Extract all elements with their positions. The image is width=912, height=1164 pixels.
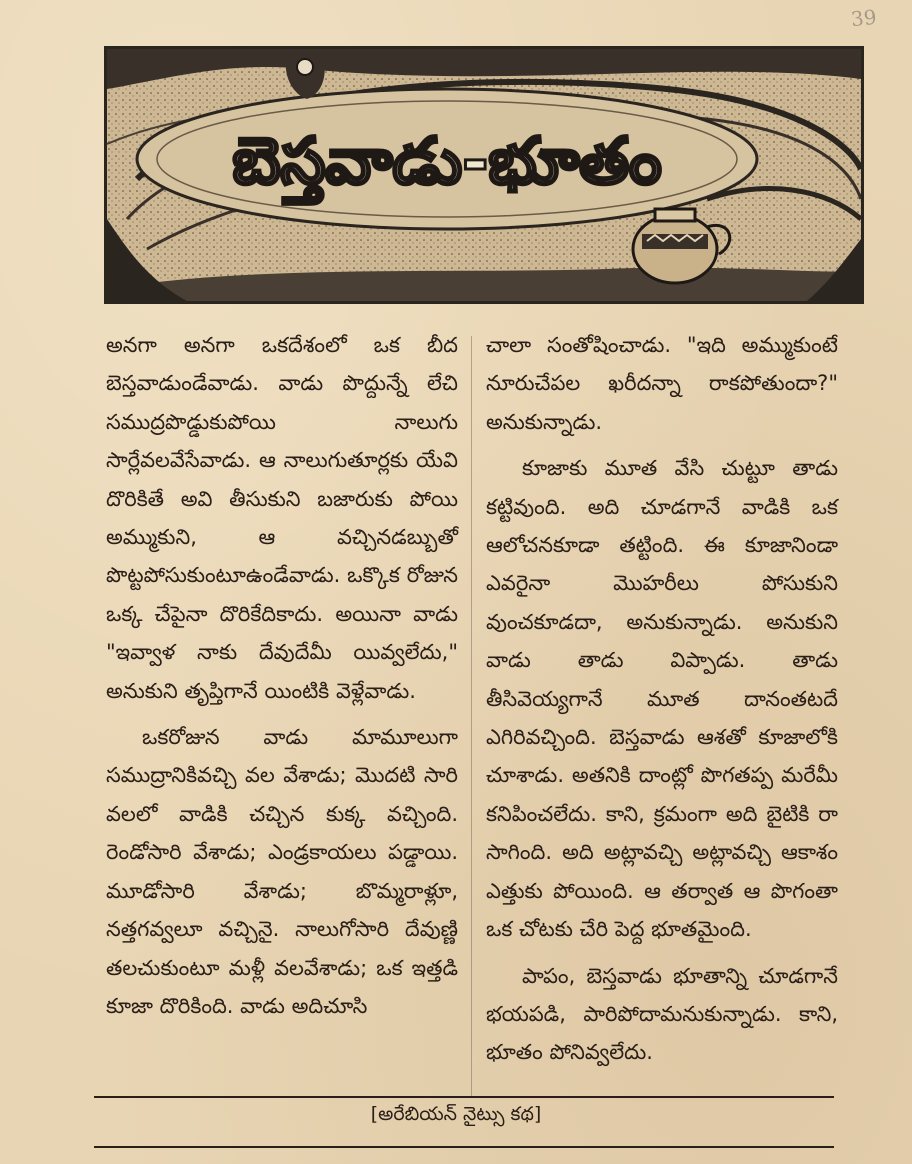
- genie-jar-illustration: [107, 49, 861, 301]
- right-paragraph-3: పాపం, బెస్తవాడు భూతాన్ని చూడగానే భయపడి, పారిపోదామనుకున్నాడు. కాని, భూతం పోనివ్వలేదు.: [486, 963, 838, 1065]
- left-paragraph-1: అనగా అనగా ఒకదేశంలో ఒక బీద బెస్తవాడుండేవాడు. వాడు పొద్దున్నే లేచి సముద్రపొడ్డుకుపోయి నాలుగు సార్లేవలవేసేవాడు. ఆ నాలుగుతూర్లకు యేవి దొరికితే అవి తీసుకుని బజారుకు పోయి అమ్ముకుని, ఆ వచ్చినడబ్బుతో పొట్టపోసుకుంటూఉండేవాడు. ఒక్కొక రోజున ఒక్క చేపైనా దొరికేదికాదు. అయినా వాడు "ఇవ్వాళ నాకు దేవుదేమీ యివ్వలేదు," అనుకుని తృప్తిగానే యింటికి వెళ్లేవాడు.: [106, 333, 458, 703]
- page-number: 39: [849, 4, 878, 32]
- right-column: [486, 326, 838, 1080]
- banner-title: బెస్తవాడు-భూతం: [232, 125, 662, 199]
- column-divider: [471, 336, 472, 1096]
- right-paragraph-2: కూజాకు మూత వేసి చుట్టూ తాడు కట్టివుంది. అది చూడగానే వాడికి ఒక ఆలోచనకూడా తట్టింది. ఈ కూజానిండా ఎవరైనా మొహరీలు పోసుకుని వుంచకూడదా, అనుకున్నాడు. అనుకుని వాడు తాడు విప్పాడు. తాడు తీసివెయ్యగానే మూత దానంతటదే ఎగిరివచ్చింది. బెస్తవాడు ఆశతో కూజాలోకి చూశాడు. అతనికి దాంట్లో పొగతప్ప మరేమీ కనిపించలేదు. కాని, క్రమంగా అది బైటికి రా సాగింది. అది అట్లావచ్చి అట్లావచ్చి ఆకాశం ఎత్తుకు పోయింది. ఆ తర్వాత ఆ పొగంతా ఒక చోటకు చేరి పెద్ద భూతమైంది.: [486, 456, 838, 942]
- story-source-caption: [అరేబియన్ నైట్సు కథ]: [370, 1103, 542, 1125]
- footer-rule-bottom: [94, 1146, 834, 1148]
- footer-rule-top: [94, 1096, 834, 1098]
- right-paragraph-1: చాలా సంతోషించాడు. "ఇది అమ్ముకుంటే నూరుచేపల ఖరీదన్నా రాకపోతుందా?" అనుకున్నాడు.: [486, 333, 838, 434]
- left-column: [106, 326, 458, 1033]
- left-paragraph-2: ఒకరోజున వాడు మామూలుగా సముద్రానికివచ్చి వల వేశాడు; మొదటి సారి వలలో వాడికి చచ్చిన కుక్క వచ్చింది. రెండోసారి వేశాడు; ఎండ్రకాయలు పడ్డాయి. మూడోసారి వేశాడు; బొమ్మరాళ్లూ, నత్తగవ్వలూ వచ్చినై. నాలుగోసారి దేవుణ్ణి తలచుకుంటూ మళ్లీ వలవేశాడు; ఒక ఇత్తడి కూజా దొరికింది. వాడు అదిచూసి: [106, 725, 458, 1018]
- title-banner: [104, 46, 864, 304]
